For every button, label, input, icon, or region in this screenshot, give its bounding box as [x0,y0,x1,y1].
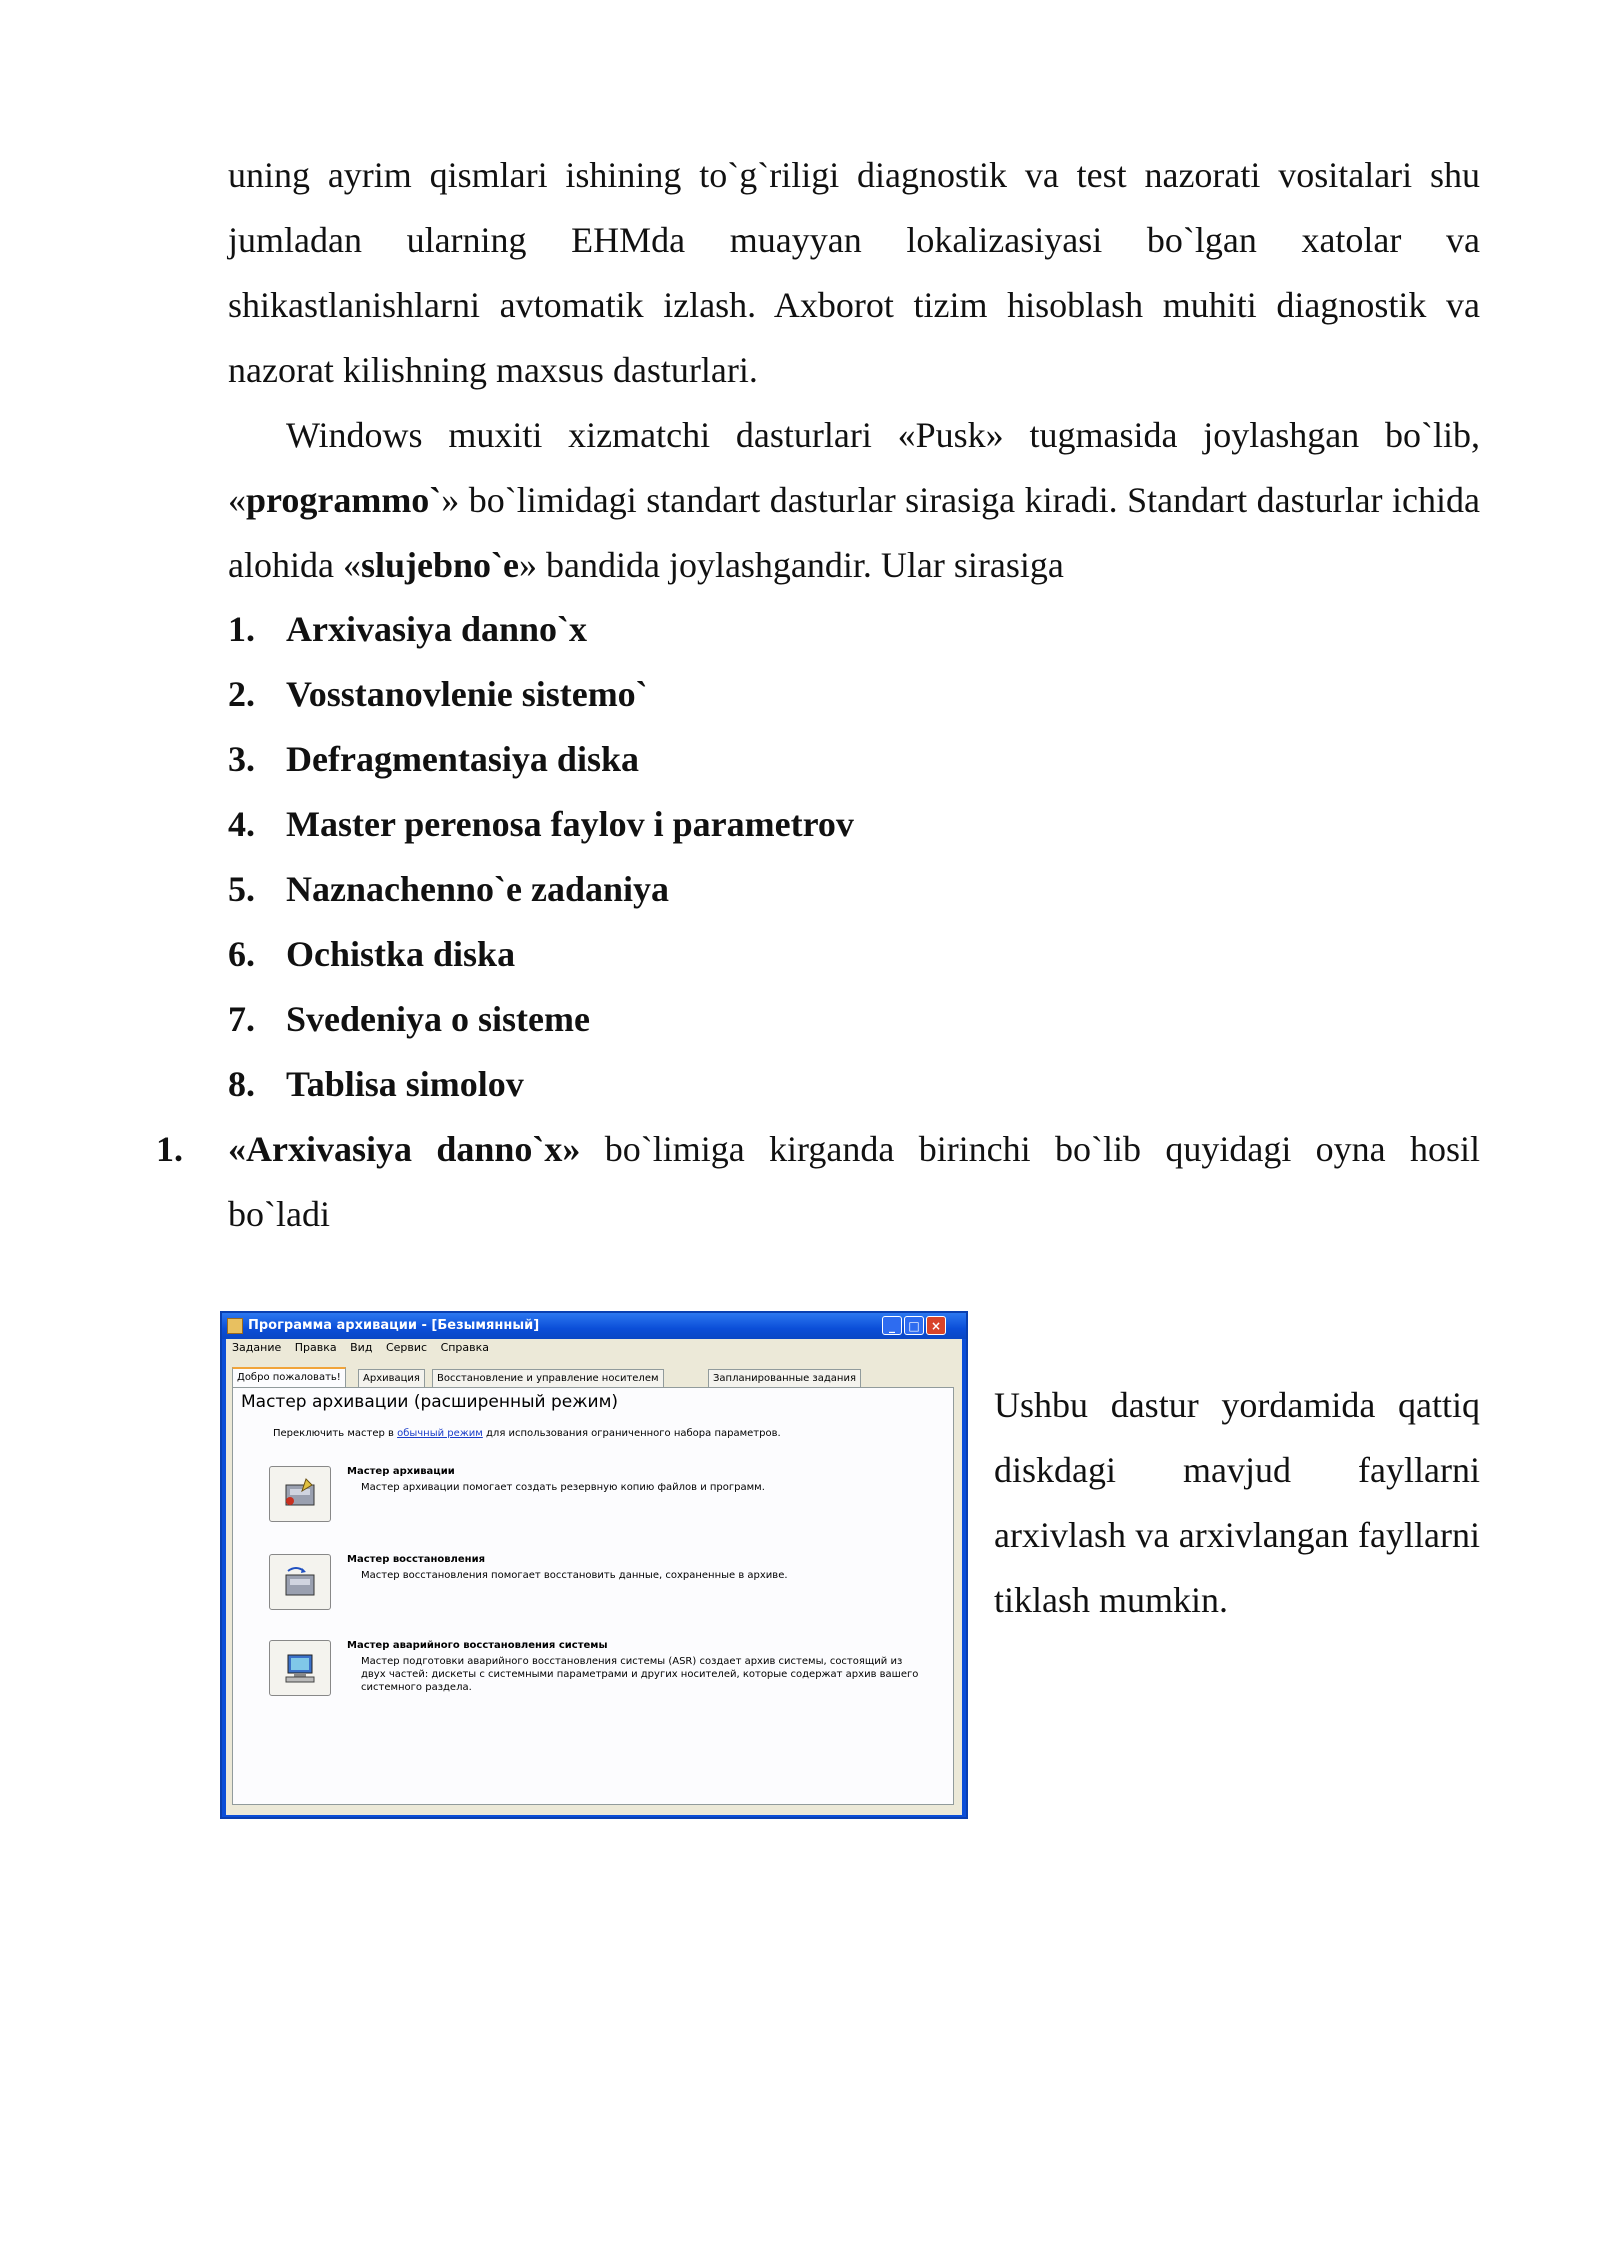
list-item [228,857,854,922]
wizard-description: Мастер восстановления помогает восстановить данные, сохраненные в архиве. [361,1570,788,1581]
list-item-label: Vosstanovlenie sistemo` [286,674,648,714]
section-line-2: bo`ladi [228,1194,330,1234]
side-description: Ushbu dastur yordamida qattiq diskdagi mavjud fayllarni arxivlash va arxivlangan fayllarni tiklash mumkin. [994,1385,1480,1620]
menu-item-task[interactable]: Задание [232,1341,282,1354]
menu-item-tools[interactable]: Сервис [385,1341,428,1354]
list-item [228,597,854,662]
section-bold-title: «Arxivasiya danno`x» [228,1129,581,1169]
list-item-label: Arxivasiya danno`x [286,609,588,649]
list-item [228,662,854,727]
list-item-label: Tablisa simolov [286,1064,524,1104]
close-button[interactable]: × [926,1316,946,1335]
computer-icon [282,1651,320,1687]
list-item-number: 8. [228,1064,255,1104]
backup-wizard-icon [282,1477,320,1513]
list-item-number: 4. [228,804,255,844]
paragraph-2-text-a: Windows muxiti xizmatchi dasturlari «Pusk» tugmasida joylashgan bo`lib, « [228,415,1480,520]
list-item-label: Defragmentasiya diska [286,739,639,779]
tab-scheduled-jobs[interactable]: Запланированные задания [708,1369,861,1387]
list-item-label: Svedeniya o sisteme [286,999,590,1039]
minimize-button[interactable]: _ [882,1316,902,1335]
maximize-button[interactable]: □ [904,1316,924,1335]
panel-title: Мастер архивации (расширенный режим) [241,1392,619,1412]
list-item [228,987,854,1052]
list-item-number: 3. [228,739,255,779]
backup-program-window [220,1311,968,1819]
section-line-1-rest: bo`limiga kirganda birinchi bo`lib quyidagi oyna hosil [580,1129,1480,1169]
paragraph-1: uning ayrim qismlari ishining to`g`riligi diagnostik va test nazorati vositalari shu jumladan ularning EHMda muayyan lokalizasiyasi bo`lgan xatolar va shikastlanishlarni avtomatik izlash. Axborot tizim hisoblash muhiti diagnostik va nazorat kilishning maxsus dasturlari. [228,155,1480,390]
restore-wizard-button[interactable] [269,1554,331,1610]
menu-item-view[interactable]: Вид [350,1341,373,1354]
tab-restore-media[interactable]: Восстановление и управление носителем [432,1369,664,1387]
welcome-panel [232,1387,954,1805]
section-number: 1. [156,1129,183,1169]
paragraph-2-bold-programmo: programmo` [246,480,442,520]
menu-bar [226,1339,962,1357]
list-item-label: Master perenosa faylov i parametrov [286,804,854,844]
wizard-name[interactable]: Мастер восстановления [347,1554,485,1565]
list-item [228,922,854,987]
paragraph-2-bold-slujebnoe: slujebno`e [360,545,519,585]
mode-switch-suffix: для использования ограниченного набора параметров. [482,1428,781,1439]
wizard-description: Мастер подготовки аварийного восстановления системы (ASR) создает архив системы, состоящий из двух частей: дискеты с системными параметрами и других носителей, которые содержат архив вашего системного раздела. [361,1656,919,1693]
menu-item-edit[interactable]: Правка [294,1341,337,1354]
list-item [228,727,854,792]
mode-switch-prefix: Переключить мастер в [273,1428,398,1439]
paragraph-2 [228,403,1480,598]
wizard-description: Мастер архивации помогает создать резервную копию файлов и программ. [361,1482,765,1493]
restore-wizard-icon [282,1565,320,1601]
app-icon [227,1318,243,1334]
list-item-number: 1. [228,609,255,649]
window-title: Программа архивации - [Безымянный] [248,1318,540,1333]
list-item [228,1052,854,1117]
utilities-list [228,597,854,1117]
list-item-number: 2. [228,674,255,714]
menu-item-help[interactable]: Справка [440,1341,490,1354]
wizard-name[interactable]: Мастер аварийного восстановления системы [347,1640,608,1651]
list-item [228,792,854,857]
list-item-label: Naznachenno`e zadaniya [286,869,670,909]
list-item-label: Ochistka diska [286,934,516,974]
wizard-name[interactable]: Мастер архивации [347,1466,455,1477]
list-item-number: 5. [228,869,255,909]
tab-backup[interactable]: Архивация [358,1369,425,1387]
window-client-area [226,1339,962,1815]
mode-switch-text [273,1428,781,1439]
list-item-number: 7. [228,999,255,1039]
paragraph-2-text-c: » bandida joylashgandir. Ular sirasiga [518,545,1064,585]
backup-wizard-button[interactable] [269,1466,331,1522]
asr-wizard-button[interactable] [269,1640,331,1696]
section-line-1 [228,1117,1480,1182]
list-item-number: 6. [228,934,255,974]
tab-welcome[interactable]: Добро пожаловать! [232,1367,346,1389]
paragraph-2-text-b: » bo`limidagi standart dasturlar sirasiga kiradi. Standart dasturlar ichida alohida « [228,480,1480,585]
basic-mode-link[interactable]: обычный режим [397,1428,483,1439]
window-title-bar[interactable] [222,1313,966,1339]
